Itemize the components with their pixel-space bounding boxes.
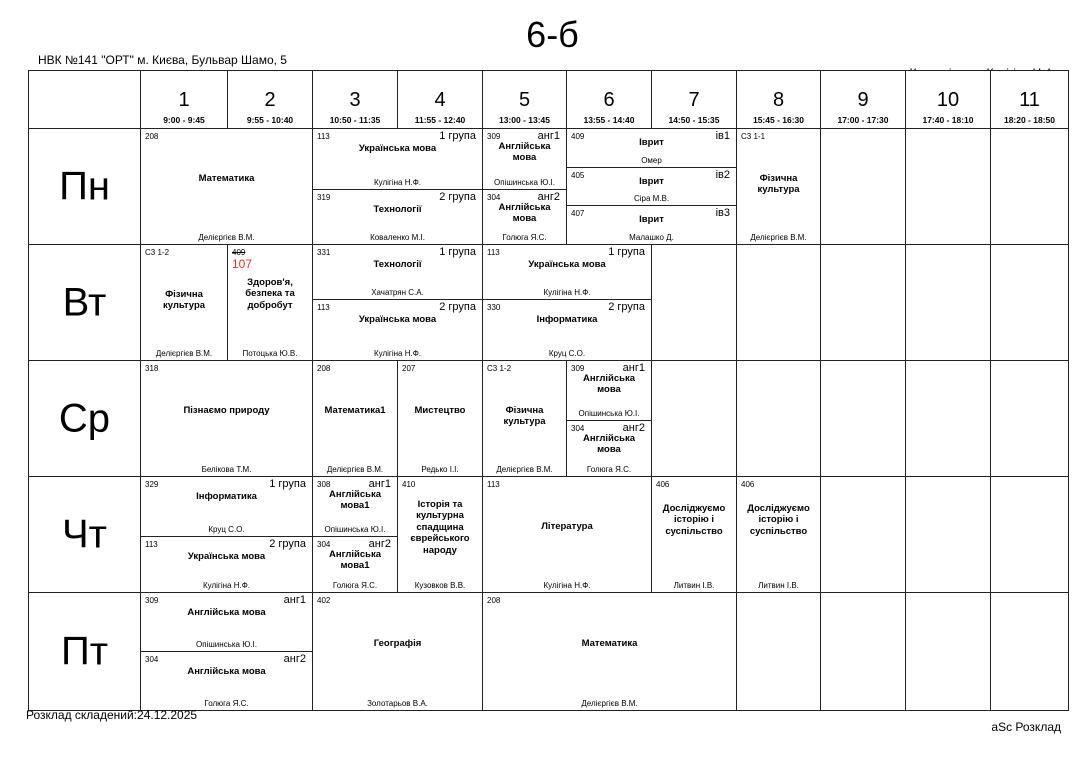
subject-name: Англійська мова1 (329, 489, 381, 512)
subject-name: Історія та культурна спадщина єврейського народу (410, 499, 470, 556)
lesson-cell (140, 360, 313, 477)
teacher-name: Опішинська Ю.І. (196, 640, 257, 649)
room-number: 409 (571, 132, 585, 141)
subject-name: Англійська мова (498, 202, 551, 225)
empty-cell (990, 128, 1069, 245)
empty-cell (905, 128, 991, 245)
teacher-name: Голюга Я.С. (502, 233, 547, 242)
room-number: 319 (317, 193, 331, 202)
subject-name: Інформатика (196, 491, 257, 502)
room-number: 330 (487, 303, 501, 312)
lesson-cell (651, 476, 737, 593)
group-label: 1 група (608, 246, 645, 258)
empty-cell (990, 476, 1069, 593)
subject-name: Література (541, 521, 593, 532)
subject-name: Англійська мова (583, 433, 635, 456)
subject-name: Українська мова (358, 143, 437, 154)
period-time: 17:40 - 18:10 (922, 115, 974, 125)
empty-cell (905, 476, 991, 593)
empty-cell (736, 360, 821, 477)
subject-name: Англійська мова (498, 141, 551, 164)
group-label: 2 група (439, 191, 476, 203)
period-time: 15:45 - 16:30 (752, 115, 805, 125)
room-number: 406 (656, 480, 670, 489)
empty-cell (820, 360, 906, 477)
teacher-name: Кулігіна Н.Ф. (373, 349, 422, 358)
lesson-cell (312, 189, 483, 245)
room-number: 113 (317, 132, 330, 141)
room-number: 304 (317, 540, 331, 549)
group-label: 1 група (439, 246, 476, 258)
subject-name: Географія (373, 638, 422, 649)
teacher-name: Белікова Т.М. (201, 465, 252, 474)
room-number: С3 1-2 (145, 248, 170, 257)
empty-cell (820, 128, 906, 245)
lesson-cell (140, 592, 313, 652)
day-label: Вт (62, 280, 107, 324)
empty-cell (651, 244, 737, 361)
period-number: 2 (264, 89, 276, 111)
teacher-name: Потоцька Ю.В. (242, 349, 298, 358)
teacher-name: Опішинська Ю.І. (324, 525, 386, 534)
empty-cell (990, 244, 1069, 361)
period-header (905, 70, 991, 129)
teacher-name: Хачатрян С.А. (371, 288, 424, 297)
room-number: 113 (145, 540, 158, 549)
subject-name: Математика (198, 173, 255, 184)
teacher-name: Делієргієв В.М. (581, 699, 638, 708)
period-time: 13:00 - 13:45 (498, 115, 551, 125)
period-header (312, 70, 398, 129)
period-header (820, 70, 906, 129)
lesson-cell (140, 651, 313, 711)
teacher-name: Кулігіна Н.Ф. (202, 581, 251, 590)
subject-name: Українська мова (358, 314, 437, 325)
teacher-name: Кузовков В.В. (414, 581, 466, 590)
lesson-cell (482, 360, 567, 477)
subject-name: Досліджуємо історію і суспільство (662, 503, 726, 537)
page-title: 6-б (526, 14, 579, 55)
group-label: ів2 (715, 168, 730, 181)
room-number: 410 (402, 480, 416, 489)
subject-name: Мистецтво (414, 405, 466, 416)
room-number: 331 (317, 248, 331, 257)
day-label: Пн (59, 164, 110, 208)
lesson-cell (482, 244, 652, 300)
period-time: 13:55 - 14:40 (583, 115, 635, 125)
group-label: анг1 (368, 478, 391, 490)
group-label: ів3 (715, 207, 730, 220)
lesson-cell (227, 244, 313, 361)
empty-cell (820, 476, 906, 593)
subject-name: Іврит (639, 137, 664, 148)
teacher-name: Делієргієв В.М. (155, 349, 213, 358)
day-label: Чт (62, 512, 107, 556)
subject-name: Пізнаємо природу (183, 405, 270, 416)
day-cell (28, 244, 141, 361)
empty-cell (905, 360, 991, 477)
subject-name: Інформатика (536, 314, 598, 325)
teacher-name: Золотарьов В.А. (367, 699, 428, 708)
room-number: 309 (571, 364, 585, 373)
empty-cell (905, 244, 991, 361)
school-name: НВК №141 "ОРТ" м. Києва, Бульвар Шамо, 5 (38, 53, 287, 67)
group-label: 1 група (269, 478, 306, 490)
period-time: 18:20 - 18:50 (1003, 115, 1056, 125)
teacher-name: Опішинська Ю.І. (578, 409, 640, 418)
teacher-name: Делієргієв В.М. (496, 465, 553, 474)
subject-name: Математика (581, 638, 638, 649)
teacher-name: Омер (641, 155, 662, 165)
room-number: 304 (145, 655, 159, 664)
room-number: С3 1-1 (741, 132, 766, 141)
empty-cell (905, 592, 991, 711)
lesson-cell (566, 128, 737, 168)
period-time: 17:00 - 17:30 (837, 115, 889, 125)
group-label: 2 група (608, 301, 645, 313)
teacher-name: Сіра М.В. (633, 194, 670, 204)
room-number: 113 (487, 248, 500, 257)
teacher-name: Кулігіна Н.Ф. (373, 178, 422, 187)
period-number: 5 (518, 89, 531, 111)
subject-name: Досліджуємо історію і суспільство (747, 503, 810, 537)
teacher-name: Голюга Я.С. (586, 465, 632, 474)
room-number: 329 (145, 480, 159, 489)
lesson-cell (140, 244, 228, 361)
period-header (990, 70, 1069, 129)
day-label: Ср (58, 396, 111, 440)
lesson-cell (482, 476, 652, 593)
period-header (227, 70, 313, 129)
teacher-name: Делієргієв В.М. (326, 465, 384, 474)
teacher-name: Голюга Я.С. (332, 581, 378, 590)
room-number: 409 (232, 248, 246, 257)
empty-cell (820, 592, 906, 711)
subject-name: Іврит (639, 214, 664, 226)
room-number: 304 (487, 193, 501, 202)
empty-cell (990, 592, 1069, 711)
teacher-name: Малашко Д. (629, 232, 674, 242)
period-header (482, 70, 567, 129)
lesson-cell (566, 360, 652, 421)
lesson-cell (482, 299, 652, 361)
subject-name: Технології (373, 259, 422, 270)
subject-name: Технології (373, 204, 422, 215)
period-number: 11 (1019, 89, 1040, 111)
day-cell (28, 128, 141, 245)
room-number: 207 (402, 364, 416, 373)
subject-name: Фізична культура (503, 405, 546, 428)
lesson-cell (140, 536, 313, 593)
lesson-cell (312, 476, 398, 537)
teacher-name: Делієргієв В.М. (750, 233, 807, 242)
empty-cell (820, 244, 906, 361)
teacher-name: Голюга Я.С. (204, 699, 249, 708)
subject-name: Здоров'я, безпека та добробут (245, 277, 295, 311)
lesson-cell (312, 299, 483, 361)
group-label: 1 група (439, 130, 476, 142)
lesson-cell (482, 189, 567, 245)
room-number: 208 (317, 364, 331, 373)
software-credit: aSc Розклад (991, 720, 1061, 734)
lesson-cell (140, 128, 313, 245)
period-number: 6 (603, 89, 615, 111)
period-number: 7 (688, 89, 700, 111)
lesson-cell (566, 205, 737, 245)
period-time: 10:50 - 11:35 (329, 115, 381, 125)
period-number: 9 (857, 89, 869, 111)
created-date: Розклад складений:24.12.2025 (26, 708, 198, 722)
subject-name: Фізична культура (757, 173, 800, 196)
lesson-cell (566, 420, 652, 477)
period-header (566, 70, 652, 129)
lesson-cell (736, 128, 821, 245)
group-label: анг2 (537, 191, 560, 203)
room-number: 402 (317, 596, 331, 605)
lesson-cell (312, 128, 483, 190)
room-number: 309 (487, 132, 501, 141)
room-number: 318 (145, 364, 159, 373)
lesson-cell (140, 476, 313, 537)
period-number: 1 (178, 89, 190, 111)
room-number: 308 (317, 480, 331, 489)
day-cell (28, 592, 141, 711)
day-label: Пт (60, 629, 109, 673)
subject-name: Англійська мова (187, 666, 266, 677)
room-number: 406 (741, 480, 755, 489)
period-number: 4 (434, 89, 446, 111)
subject-name: Математика1 (324, 405, 386, 416)
day-cell (28, 476, 141, 593)
teacher-name: Коваленко М.І. (370, 233, 425, 242)
group-label: анг1 (283, 594, 306, 606)
group-label: анг2 (283, 653, 306, 665)
period-header (736, 70, 821, 129)
teacher-name: Кулігіна Н.Ф. (543, 288, 591, 297)
group-label: анг2 (622, 422, 645, 434)
room-number: 304 (571, 424, 585, 433)
group-label: анг2 (368, 538, 391, 550)
room-number: 113 (317, 303, 330, 312)
period-number: 10 (936, 89, 960, 111)
period-header (397, 70, 483, 129)
lesson-cell (482, 592, 737, 711)
room-number: 208 (145, 132, 159, 141)
empty-cell (651, 360, 737, 477)
group-label: 2 група (269, 538, 306, 550)
lesson-cell (397, 476, 483, 593)
teacher-name: Редько І.І. (421, 465, 459, 474)
lesson-cell (566, 167, 737, 207)
lesson-cell (736, 476, 821, 593)
period-header (651, 70, 737, 129)
lesson-cell (312, 592, 483, 711)
subject-name: Українська мова (528, 259, 606, 270)
group-label: анг1 (537, 130, 560, 142)
teacher-name: Кулігіна Н.Ф. (543, 581, 591, 590)
period-number: 3 (349, 89, 361, 111)
subject-name: Фізична культура (162, 289, 206, 312)
room-number: 405 (571, 170, 585, 180)
empty-cell (736, 592, 821, 711)
teacher-name: Опішинська Ю.І. (494, 178, 555, 187)
teacher-name: Круц С.О. (208, 525, 245, 534)
subject-name: Українська мова (187, 551, 266, 562)
period-header (140, 70, 228, 129)
period-time: 9:55 - 10:40 (246, 115, 294, 125)
subject-name: Англійська мова (187, 607, 266, 618)
group-label: ів1 (715, 130, 730, 142)
room-number-corrected: 107 (232, 257, 253, 271)
period-time: 14:50 - 15:35 (668, 115, 720, 125)
empty-cell (990, 360, 1069, 477)
room-number: 113 (487, 480, 500, 489)
corner-cell (28, 70, 141, 129)
teacher-name: Литвин І.В. (673, 581, 715, 590)
group-label: анг1 (622, 362, 645, 374)
lesson-cell (312, 536, 398, 593)
period-time: 11:55 - 12:40 (414, 115, 466, 125)
day-cell (28, 360, 141, 477)
period-number: 8 (772, 89, 785, 111)
lesson-cell (312, 244, 483, 300)
teacher-name: Литвин І.В. (758, 581, 799, 590)
room-number: 407 (571, 209, 585, 219)
group-label: 2 група (439, 301, 476, 313)
room-number: С3 1-2 (487, 364, 512, 373)
lesson-cell (482, 128, 567, 190)
lesson-cell (312, 360, 398, 477)
subject-name: Англійська мова1 (329, 549, 381, 572)
empty-cell (736, 244, 821, 361)
lesson-cell (397, 360, 483, 477)
subject-name: Іврит (639, 175, 664, 187)
teacher-name: Делієргієв В.М. (198, 233, 255, 242)
teacher-name: Круц С.О. (548, 349, 586, 358)
room-number: 309 (145, 596, 159, 605)
room-number: 208 (487, 596, 501, 605)
subject-name: Англійська мова (583, 373, 635, 396)
period-time: 9:00 - 9:45 (163, 115, 205, 125)
